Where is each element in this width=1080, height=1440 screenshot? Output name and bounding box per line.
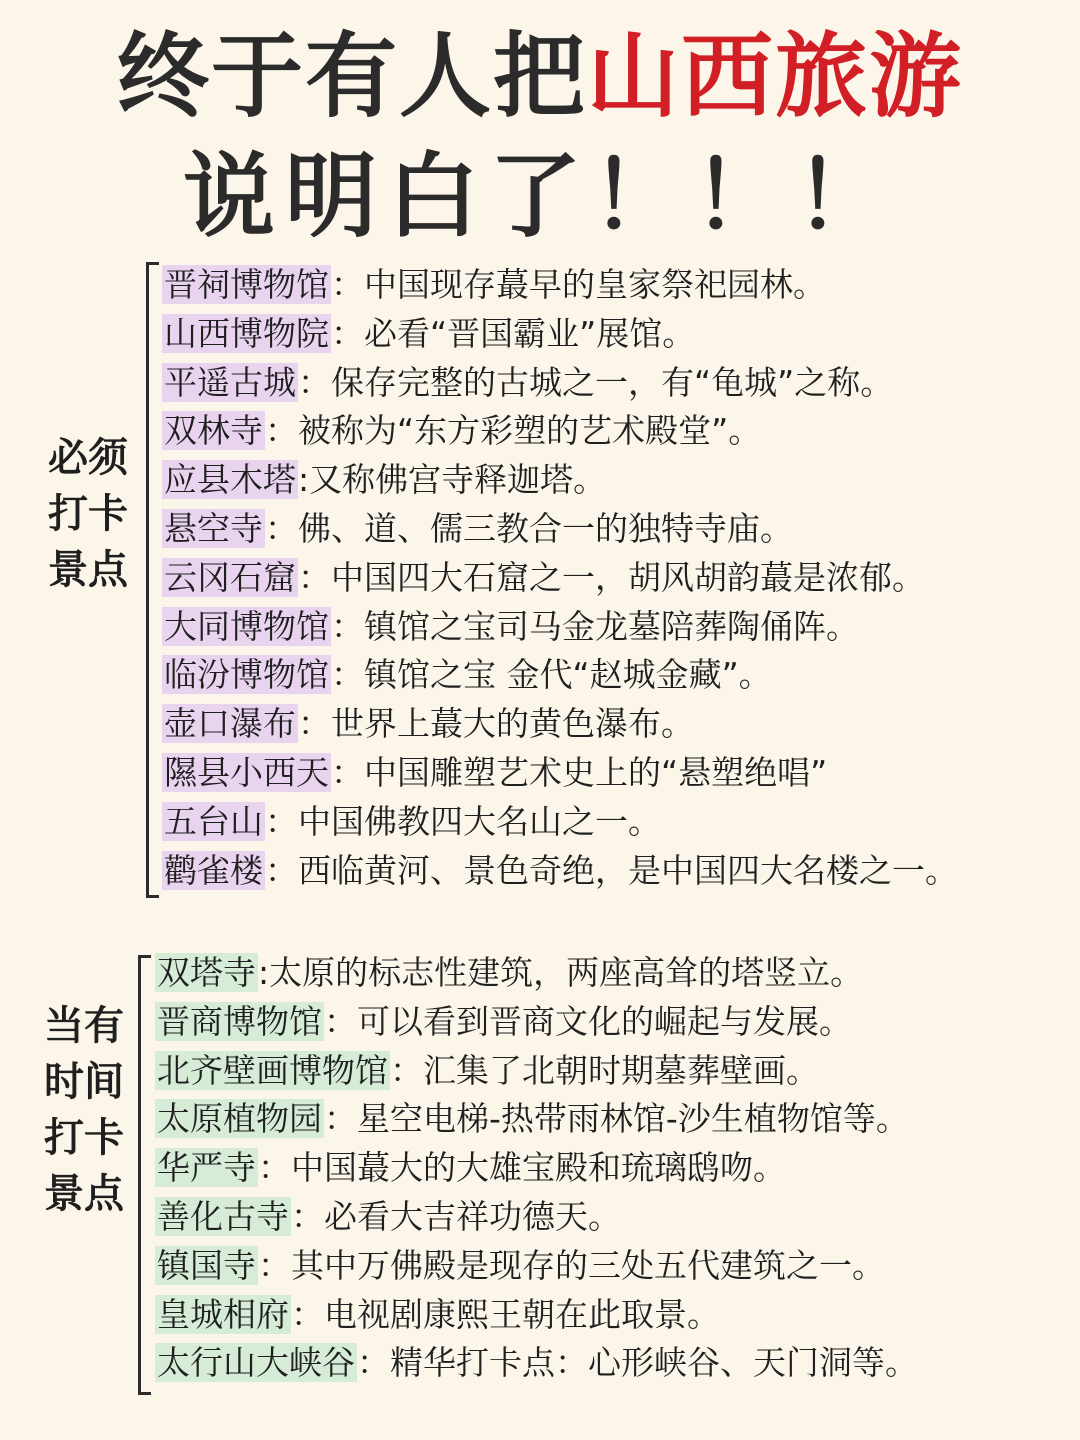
- attraction-name: 晋祠博物馆: [164, 265, 329, 304]
- list-item: [162, 798, 958, 847]
- list-item: [155, 1242, 918, 1291]
- list-item: [155, 1291, 918, 1340]
- attraction-name: 悬空寺: [164, 508, 263, 548]
- list-item: [162, 749, 958, 798]
- list-item: [155, 1095, 918, 1144]
- attraction-description: ：必看大吉祥功德天。: [291, 1196, 621, 1236]
- list-item: [162, 407, 958, 456]
- page-title-line1: [0, 22, 1080, 132]
- attraction-description: ：中国四大石窟之一，胡风胡韵蕞是浓郁。: [298, 557, 925, 597]
- list-item: [162, 261, 958, 310]
- section-bracket-must-visit: [146, 262, 159, 898]
- attraction-description: ：世界上蕞大的黄色瀑布。: [298, 704, 694, 744]
- title-prefix: 终于有人把: [116, 23, 587, 130]
- attraction-name: 华严寺: [157, 1148, 256, 1188]
- attraction-list-if-time: [155, 949, 918, 1388]
- attraction-description: ：西临黄河、景色奇绝，是中国四大名楼之一。: [265, 850, 958, 890]
- attraction-description: ：镇馆之宝司马金龙墓陪葬陶俑阵。: [331, 606, 859, 646]
- attraction-description: ：汇集了北朝时期墓葬壁画。: [390, 1050, 819, 1090]
- attraction-name: 太原植物园: [157, 1099, 322, 1139]
- page-title-line2: 说明白了！！！: [182, 143, 897, 250]
- attraction-description: ：其中万佛殿是现存的三处五代建筑之一。: [258, 1245, 885, 1285]
- list-item: [155, 1193, 918, 1242]
- list-item: [162, 359, 958, 408]
- attraction-description: ：被称为“东方彩塑的艺术殿堂”。: [265, 411, 762, 451]
- list-item: [155, 1339, 918, 1388]
- list-item: [162, 505, 958, 554]
- attraction-name: 双塔寺: [157, 953, 256, 992]
- attraction-name: 善化古寺: [157, 1196, 289, 1236]
- attraction-description: ：可以看到晋商文化的崛起与发展。: [324, 1001, 852, 1041]
- title-highlight: 山西旅游: [587, 23, 964, 130]
- attraction-name: 皇城相府: [157, 1294, 289, 1334]
- attraction-name: 五台山: [164, 801, 263, 841]
- attraction-name: 隰县小西天: [164, 752, 329, 792]
- attraction-description: ：中国雕塑艺术史上的“悬塑绝唱”: [331, 752, 828, 792]
- attraction-list-must-visit: [162, 261, 958, 895]
- list-item: [155, 949, 918, 998]
- section-label-if-time: 当有 时间 打卡 景点: [44, 1003, 124, 1217]
- list-item: [155, 1047, 918, 1096]
- attraction-name: 太行山大峡谷: [157, 1343, 355, 1383]
- list-item: [162, 603, 958, 652]
- list-item: [162, 456, 958, 505]
- attraction-name: 大同博物馆: [164, 606, 329, 646]
- list-item: [155, 1144, 918, 1193]
- attraction-name: 鹳雀楼: [164, 850, 263, 890]
- attraction-name: 壶口瀑布: [164, 704, 296, 744]
- attraction-name: 山西博物院: [164, 313, 329, 353]
- list-item: [162, 651, 958, 700]
- attraction-name: 镇国寺: [157, 1245, 256, 1285]
- section-bracket-if-time: [138, 955, 151, 1395]
- list-item: [162, 700, 958, 749]
- attraction-description: ：佛、道、儒三教合一的独特寺庙。: [265, 508, 793, 548]
- list-item: [155, 998, 918, 1047]
- attraction-name: 应县木塔: [164, 460, 296, 500]
- list-item: [162, 554, 958, 603]
- attraction-name: 晋商博物馆: [157, 1001, 322, 1041]
- attraction-description: ：中国佛教四大名山之一。: [265, 801, 661, 841]
- list-item: [162, 310, 958, 359]
- attraction-description: ：电视剧康熙王朝在此取景。: [291, 1294, 720, 1334]
- attraction-description: :又称佛宫寺释迦塔。: [298, 460, 607, 500]
- list-item: [162, 847, 958, 896]
- attraction-description: ：精华打卡点：心形峡谷、天门洞等。: [357, 1343, 918, 1383]
- attraction-description: ：必看“晋国霸业”展馆。: [331, 313, 696, 353]
- attraction-name: 双林寺: [164, 411, 263, 451]
- attraction-description: ：中国现存蕞早的皇家祭祀园林。: [331, 265, 826, 304]
- attraction-name: 云冈石窟: [164, 557, 296, 597]
- attraction-description: ：保存完整的古城之一，有“龟城”之称。: [298, 362, 894, 402]
- attraction-name: 临汾博物馆: [164, 655, 329, 695]
- attraction-description: ：中国蕞大的大雄宝殿和琉璃鸱吻。: [258, 1148, 786, 1188]
- section-label-must-visit: 必须 打卡 景点: [48, 435, 128, 593]
- attraction-name: 平遥古城: [164, 362, 296, 402]
- attraction-name: 北齐壁画博物馆: [157, 1050, 388, 1090]
- attraction-description: ：星空电梯-热带雨林馆-沙生植物馆等。: [324, 1099, 909, 1139]
- attraction-description: :太原的标志性建筑，两座高耸的塔竖立。: [258, 953, 864, 992]
- attraction-description: ：镇馆之宝 金代“赵城金藏”。: [331, 655, 772, 695]
